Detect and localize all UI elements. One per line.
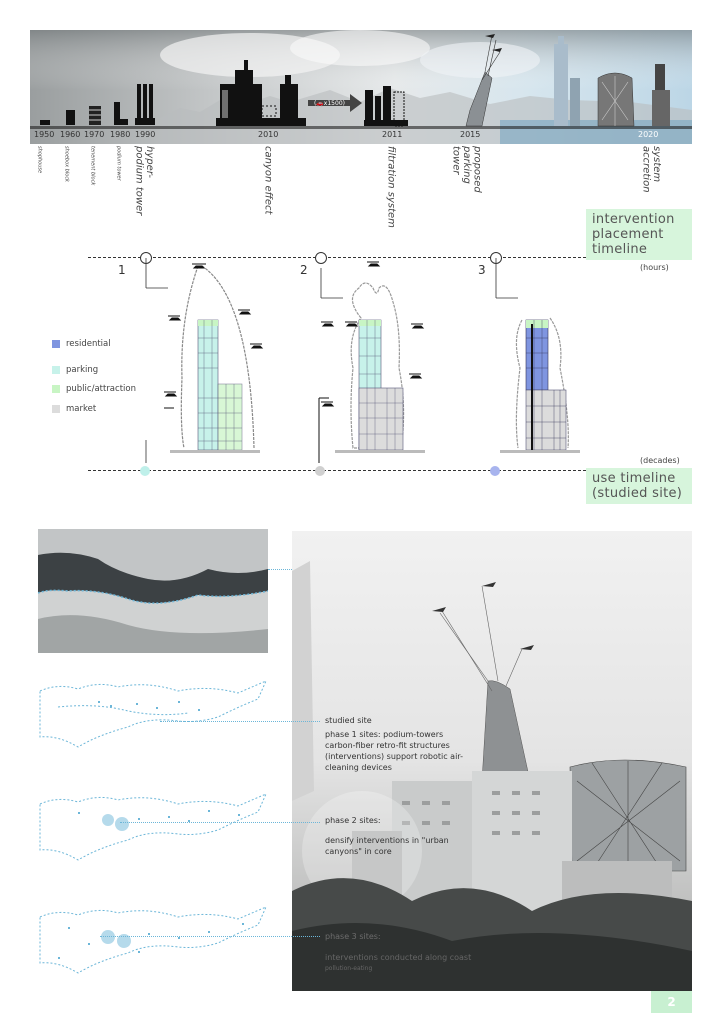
year-label: 1980 xyxy=(110,130,131,139)
legend-label: residential xyxy=(66,339,111,349)
legend-swatch xyxy=(52,366,60,374)
tower-diagrams xyxy=(140,258,580,463)
legend-residential xyxy=(52,339,111,349)
phase2-title: phase 2 sites: xyxy=(325,816,381,825)
year-label: 1970 xyxy=(84,130,105,139)
year-label: 1990 xyxy=(135,130,156,139)
harbor-aerial-photo xyxy=(38,529,268,653)
stage-label: shophouse xyxy=(36,146,43,174)
stage-label: system accretion xyxy=(640,146,662,193)
stage-label: hyper- podium tower xyxy=(133,146,155,216)
year-label: 1960 xyxy=(60,130,81,139)
use-dot-parking xyxy=(140,466,150,476)
intervention-timeline-label: intervention placement timeline xyxy=(586,209,692,260)
legend-market xyxy=(52,404,96,414)
leader-line xyxy=(100,936,320,937)
phase-number: 3 xyxy=(478,263,486,277)
studied-site-note: studied site xyxy=(325,716,372,725)
phase3-note: interventions conducted along coast xyxy=(325,953,472,962)
year-label: 1950 xyxy=(34,130,55,139)
legend-swatch xyxy=(52,340,60,348)
use-timeline-line xyxy=(88,470,586,471)
studied-site-map xyxy=(38,677,273,757)
legend-public xyxy=(52,384,136,394)
year-label: 2011 xyxy=(382,130,403,139)
phase2-site-map xyxy=(38,790,273,870)
stage-label: canyon effect xyxy=(262,146,274,215)
decades-unit: (decades) xyxy=(640,456,680,465)
hours-unit: (hours) xyxy=(640,263,669,272)
phase3-subnote: pollution-eating xyxy=(325,965,373,972)
legend-parking xyxy=(52,365,98,375)
phase-number: 2 xyxy=(300,263,308,277)
stage-label: shoebox block xyxy=(63,146,70,182)
tower-diagram-3 xyxy=(496,258,580,453)
arrow-label: (🚗x1500) xyxy=(314,100,345,107)
stage-label: filtration system xyxy=(385,146,397,228)
tower-diagram-2 xyxy=(319,262,425,463)
tower-diagram-1 xyxy=(146,258,262,463)
phase3-site-map xyxy=(38,903,273,983)
timeline-banner xyxy=(30,30,692,144)
year-label: 2020 xyxy=(638,130,659,139)
legend-swatch xyxy=(52,405,60,413)
legend-label: market xyxy=(66,404,97,414)
year-label: 2015 xyxy=(460,130,481,139)
legend-label: public/attraction xyxy=(66,384,136,394)
year-label: 2010 xyxy=(258,130,279,139)
legend-swatch xyxy=(52,385,60,393)
use-dot-residential xyxy=(490,466,500,476)
page-number: 2 xyxy=(651,991,692,1013)
stage-label: podium tower xyxy=(115,146,122,181)
phase2-note: densify interventions in "urban canyons" in core xyxy=(325,836,449,856)
leader-line xyxy=(120,822,320,823)
leader-line xyxy=(160,721,320,722)
legend-label: parking xyxy=(66,365,99,375)
use-dot-market xyxy=(315,466,325,476)
skyline-illustration xyxy=(30,30,692,144)
stage-label: proposed parking tower xyxy=(450,146,483,193)
use-timeline-label: use timeline (studied site) xyxy=(586,468,692,504)
phase1-note: phase 1 sites: podium-towers carbon-fiber retro-fit structures (interventions) support robotic air- cleaning devices xyxy=(325,730,463,772)
stage-label: tenement block xyxy=(89,146,96,186)
phase3-title: phase 3 sites: xyxy=(325,932,381,941)
phase-number: 1 xyxy=(118,263,126,277)
